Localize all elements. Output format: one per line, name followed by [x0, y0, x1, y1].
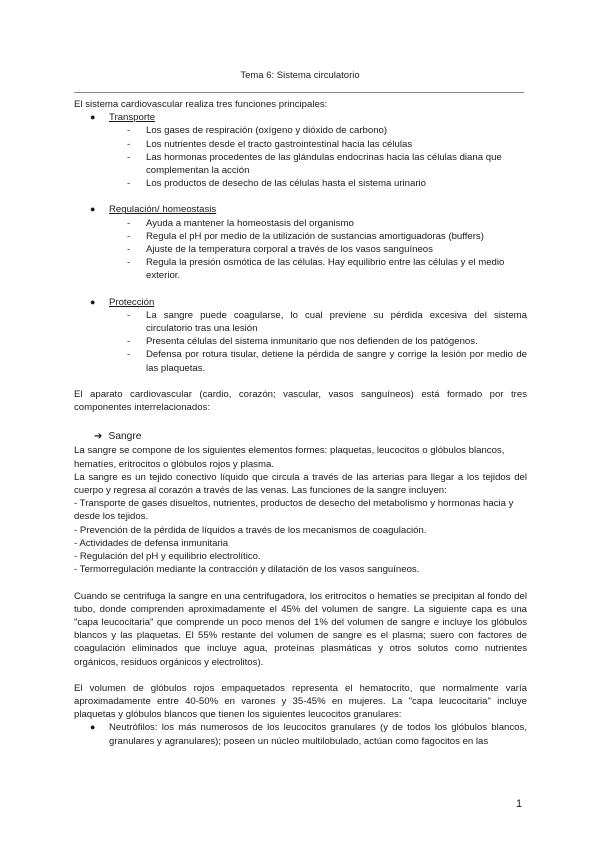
document-body	[74, 98, 527, 748]
function-regulacion	[74, 203, 527, 216]
blood-function-line: - Transporte de gases disueltos, nutrientes, productos de desecho del metabolismo y hormonas hacia y desde los tejidos.	[74, 498, 514, 523]
blood-function-line: - Termorregulación mediante la contracción y dilatación de los vasos sanguíneos.	[74, 564, 420, 576]
blood-function-line: - Regulación del pH y equilibrio electrolítico.	[74, 551, 261, 563]
leukocyte-item-neutrofilos	[74, 721, 527, 747]
page-number: 1	[516, 798, 523, 810]
dash-mark: -	[127, 230, 131, 242]
blood-function-line: - Prevención de la pérdida de líquidos a través de los mecanismos de coagulación.	[74, 524, 427, 536]
section-heading-sangre	[74, 430, 527, 443]
list-item: - Los productos de desecho de las células hasta el sistema urinario	[127, 178, 426, 190]
dash-mark: -	[127, 178, 131, 190]
intro-paragraph: El sistema cardiovascular realiza tres funciones principales:	[74, 99, 328, 110]
function-title: Regulación/ homeostasis	[109, 204, 217, 216]
list-item: - Regula la presión osmótica de las células. Hay equilibrio entre las células y el medio exterior.	[127, 257, 505, 282]
dash-mark: -	[127, 309, 131, 321]
bullet-mark: ●	[90, 722, 96, 733]
dash-mark: -	[127, 257, 131, 269]
transporte-list	[74, 124, 527, 190]
bullet-mark: ●	[90, 112, 96, 123]
function-proteccion	[74, 296, 527, 309]
list-item: - Ayuda a mantener la homeostasis del organismo	[127, 217, 354, 229]
blood-function-line: - Actividades de defensa inmunitaria	[74, 537, 229, 549]
dash-mark: -	[127, 217, 131, 229]
leukocyte-text: Neutrófilos: los más numerosos de los leucocitos granulares (y de todos los glóbulos blancos, granulares y agranulares); poseen un núcleo multilobulado, actúan como fagocitos en las	[109, 722, 527, 747]
list-item: - Ajuste de la temperatura corporal a través de los vasos sanguíneos	[127, 244, 433, 256]
arrow-right-icon: ➔	[94, 431, 103, 443]
dash-mark: -	[127, 151, 131, 163]
blood-paragraph-2: La sangre es un tejido conectivo líquido que circula a través de las arterias para llegar a los tejidos del cuerpo y regresa al corazón a través de las venas. Las funciones de la sangre incluyen:	[74, 471, 527, 497]
list-item: - La sangre puede coagularse, lo cual previene su pérdida excesiva del sistema circulatorio tras una lesión	[127, 309, 527, 335]
list-item: - Regula el pH por medio de la utilización de sustancias amortiguadoras (buffers)	[127, 230, 484, 242]
function-transporte	[74, 111, 527, 124]
bullet-mark: ●	[90, 204, 96, 215]
list-item: - Los gases de respiración (oxígeno y dióxido de carbono)	[127, 125, 388, 137]
dash-mark: -	[127, 336, 131, 348]
list-item: - Los nutrientes desde el tracto gastrointestinal hacia las células	[127, 138, 413, 150]
page-header-title: Tema 6: Sistema circulatorio	[240, 70, 360, 81]
dash-mark: -	[127, 125, 131, 137]
function-title: Transporte	[109, 112, 156, 124]
dash-mark: -	[127, 138, 131, 150]
function-title: Protección	[109, 296, 155, 308]
header-divider	[74, 92, 524, 93]
regulacion-list	[74, 217, 527, 283]
blood-paragraph-1: La sangre se compone de los siguientes elementos formes: plaquetas, leucocitos o glóbulos blancos, hematíes, eritrocitos o glóbulos rojos y plasma.	[74, 445, 505, 470]
proteccion-list	[74, 309, 527, 375]
list-item: - Presenta células del sistema inmunitario que nos defienden de los patógenos.	[127, 336, 478, 348]
section-title: Sangre	[108, 431, 142, 443]
list-item: - Las hormonas procedentes de las glándulas endocrinas hacia las células diana que complementan la acción	[127, 151, 502, 177]
bullet-mark: ●	[90, 296, 96, 307]
list-item: - Defensa por rotura tisular, detiene la pérdida de sangre y corrige la lesión por medio de las plaquetas.	[127, 349, 527, 374]
dash-mark: -	[127, 244, 131, 256]
cardio-paragraph: El aparato cardiovascular (cardio, corazón; vascular, vasos sanguíneos) está formado por tres componentes interrelacionados:	[74, 388, 527, 414]
dash-mark: -	[127, 349, 131, 361]
centrifuge-paragraph: Cuando se centrifuga la sangre en una centrifugadora, los eritrocitos o hematíes se precipitan al fondo del tubo, donde comprenden aproximadamente el 45% del volumen de sangre. La siguiente capa es una "capa leucocitaria" que comprende un poco menos del 1% del volumen de sangre e incluye los glóbulos blancos y las plaquetas. El 55% restante del volumen de sangre es el plasma; suero con factores de coagulación eliminados que incluye agua, proteínas plasmáticas y otros solutos como nutrientes orgánicos, residuos orgánicos y electrolitos).	[74, 590, 527, 668]
hematocrit-paragraph: El volumen de glóbulos rojos empaquetados representa el hematocrito, que normalmente varía aproximadamente entre 40-50% en varones y 35-45% en mujeres. La "capa leucocitaria" incluye plaquetas y glóbulos blancos que tienen los siguientes leucocitos granulares:	[74, 682, 527, 721]
